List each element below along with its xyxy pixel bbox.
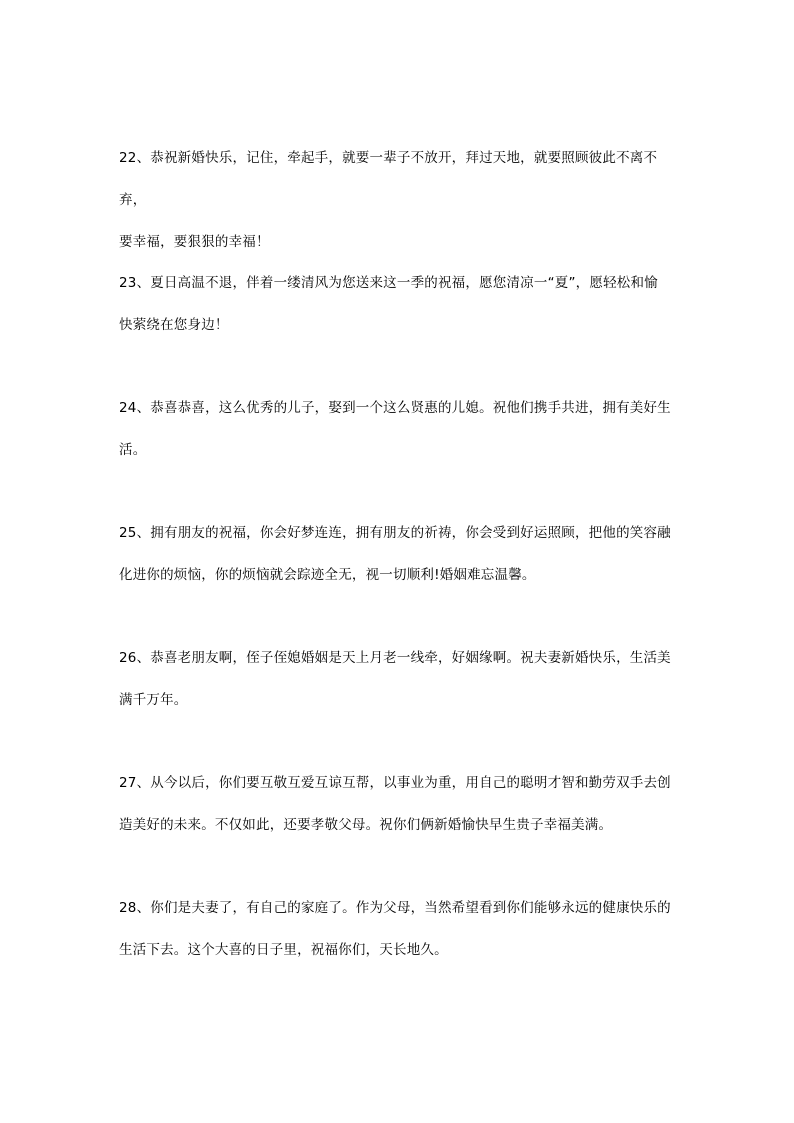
- paragraph-line: 造美好的未来。不仅如此，还要孝敬父母。祝你们俩新婚愉快早生贵子幸福美满。: [119, 817, 613, 833]
- paragraph-line: 化进你的烦恼，你的烦恼就会踪迹全无，视一切顺利!婚姻难忘温馨。: [119, 567, 536, 583]
- paragraph-line: 26、恭喜老朋友啊，侄子侄媳婚姻是天上月老一线牵，好姻缘啊。祝夫妻新婚快乐，生活美: [119, 650, 671, 666]
- paragraph-line: 活。: [119, 442, 147, 458]
- wish-paragraph-25: [119, 512, 679, 596]
- wish-paragraph-23: [119, 262, 679, 346]
- wish-paragraph-27: [119, 762, 679, 846]
- paragraph-line: 24、恭喜恭喜，这么优秀的儿子，娶到一个这么贤惠的儿媳。祝他们携手共进，拥有美好生: [119, 400, 671, 416]
- paragraph-line: 27、从今以后，你们要互敬互爱互谅互帮，以事业为重，用自己的聪明才智和勤劳双手去创: [119, 775, 671, 791]
- wish-paragraph-28: [119, 887, 679, 971]
- paragraph-line: 25、拥有朋友的祝福，你会好梦连连，拥有朋友的祈祷，你会受到好运照顾，把他的笑容融: [119, 525, 671, 541]
- paragraph-line: 22、恭祝新婚快乐，记住，牵起手，就要一辈子不放开，拜过天地，就要照顾彼此不离不弃，: [119, 150, 658, 208]
- paragraph-line: 生活下去。这个大喜的日子里，祝福你们，天长地久。: [119, 942, 448, 958]
- wish-paragraph-24: [119, 387, 679, 471]
- paragraph-line: 满千万年。: [119, 692, 188, 708]
- wish-paragraph-22: [119, 137, 679, 263]
- paragraph-line: 要幸福，要狠狠的幸福！: [119, 234, 270, 250]
- paragraph-line: 28、你们是夫妻了，有自己的家庭了。作为父母，当然希望看到你们能够永远的健康快乐的: [119, 900, 671, 916]
- paragraph-line: 23、夏日高温不退，伴着一缕清风为您送来这一季的祝福，愿您清凉一“夏”，愿轻松和愉: [119, 275, 658, 291]
- paragraph-line: 快萦绕在您身边！: [119, 317, 229, 333]
- wish-paragraph-26: [119, 637, 679, 721]
